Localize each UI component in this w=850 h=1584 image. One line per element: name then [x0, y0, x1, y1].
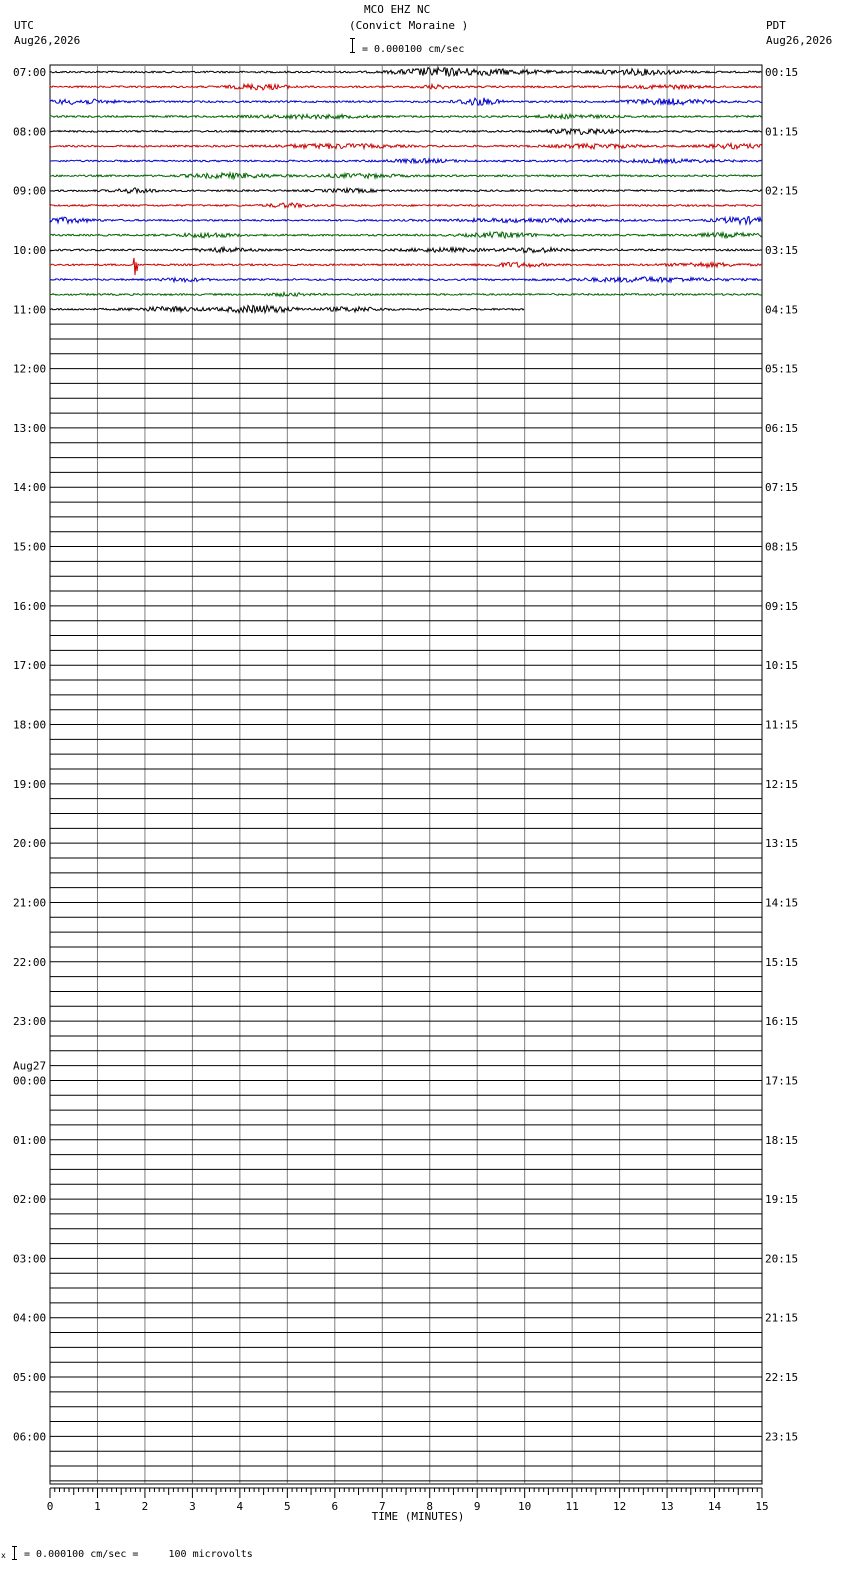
pdt-hour-label: 01:15	[765, 125, 799, 139]
left-date: Aug26,2026	[14, 34, 81, 47]
utc-hour-label: 00:00	[13, 1074, 47, 1088]
utc-hour-label: 21:00	[13, 896, 47, 910]
utc-hour-label: 01:00	[13, 1133, 47, 1147]
seismic-trace	[50, 84, 762, 90]
utc-hour-label: 05:00	[13, 1371, 47, 1385]
right-date: Aug26,2026	[766, 34, 833, 47]
utc-hour-label: 18:00	[13, 718, 47, 732]
x-tick-label: 0	[46, 1500, 54, 1513]
x-tick-label: 14	[707, 1500, 722, 1513]
x-tick-label: 6	[331, 1500, 339, 1513]
utc-hour-label: 19:00	[13, 777, 47, 791]
x-tick-label: 8	[426, 1500, 434, 1513]
utc-hour-label: 17:00	[13, 659, 47, 673]
seismic-trace	[50, 173, 762, 179]
utc-hour-label: 22:00	[13, 955, 47, 969]
utc-hour-label: 13:00	[13, 421, 47, 435]
seismic-trace	[50, 98, 762, 105]
pdt-hour-label: 14:15	[765, 896, 799, 910]
utc-hour-label: 08:00	[13, 125, 47, 139]
utc-hour-label: 15:00	[13, 540, 47, 554]
pdt-hour-label: 22:15	[765, 1371, 799, 1385]
pdt-hour-label: 04:15	[765, 303, 799, 317]
pdt-hour-label: 06:15	[765, 421, 799, 435]
utc-hour-label: 03:00	[13, 1252, 47, 1266]
utc-hour-label: 14:00	[13, 481, 47, 495]
pdt-hour-label: 12:15	[765, 777, 799, 791]
station-subtitle: (Convict Moraine )	[349, 19, 469, 32]
seismic-trace	[50, 114, 762, 118]
pdt-hour-label: 11:15	[765, 718, 799, 732]
x-tick-label: 13	[660, 1500, 674, 1513]
x-tick-label: 3	[189, 1500, 196, 1513]
utc-hour-label: 07:00	[13, 66, 47, 79]
seismic-trace	[50, 159, 762, 164]
pdt-hour-label: 03:15	[765, 243, 799, 257]
pdt-hour-label: 18:15	[765, 1133, 799, 1147]
x-tick-label: 15	[755, 1500, 769, 1513]
x-tick-label: 12	[612, 1500, 627, 1513]
seismic-trace	[50, 144, 762, 149]
right-timezone: PDT	[766, 19, 786, 32]
x-tick-label: 5	[284, 1500, 291, 1513]
pdt-hour-label: 23:15	[765, 1430, 799, 1444]
utc-hour-label: 16:00	[13, 599, 47, 613]
utc-hour-label: 09:00	[13, 184, 47, 198]
seismic-trace	[50, 258, 762, 275]
pdt-hour-label: 08:15	[765, 540, 799, 554]
seismic-trace	[50, 217, 762, 224]
pdt-hour-label: 20:15	[765, 1252, 799, 1266]
footer-prefix: x	[1, 1551, 6, 1560]
station-title: MCO EHZ NC	[364, 3, 431, 16]
x-axis-label: TIME (MINUTES)	[371, 1510, 465, 1523]
utc-hour-label: 02:00	[13, 1193, 47, 1207]
pdt-hour-label: 09:15	[765, 599, 799, 613]
date-change-label: Aug27	[13, 1059, 47, 1073]
utc-hour-label: 06:00	[13, 1430, 47, 1444]
seismic-trace	[50, 203, 762, 208]
x-tick-label: 9	[473, 1500, 481, 1513]
seismic-trace	[50, 277, 762, 282]
left-timezone: UTC	[14, 19, 34, 32]
pdt-hour-label: 16:15	[765, 1015, 799, 1029]
utc-hour-label: 11:00	[13, 303, 47, 317]
seismic-trace	[50, 247, 762, 252]
x-tick-label: 4	[236, 1500, 244, 1513]
pdt-hour-label: 00:15	[765, 66, 799, 79]
x-tick-label: 7	[378, 1500, 386, 1513]
seismic-trace	[50, 129, 762, 135]
seismic-trace	[50, 292, 762, 296]
utc-hour-label: 04:00	[13, 1311, 47, 1325]
utc-hour-label: 12:00	[13, 362, 47, 376]
pdt-hour-label: 21:15	[765, 1311, 799, 1325]
pdt-hour-label: 05:15	[765, 362, 799, 376]
seismic-trace	[50, 67, 762, 76]
pdt-hour-label: 13:15	[765, 837, 799, 851]
seismic-trace	[50, 232, 762, 238]
x-tick-label: 1	[94, 1500, 101, 1513]
plot-frame	[50, 65, 762, 1484]
x-tick-label: 10	[518, 1500, 532, 1513]
pdt-hour-label: 10:15	[765, 659, 799, 673]
pdt-hour-label: 07:15	[765, 481, 799, 495]
x-tick-label: 11	[565, 1500, 579, 1513]
pdt-hour-label: 19:15	[765, 1193, 799, 1207]
pdt-hour-label: 15:15	[765, 955, 799, 969]
x-tick-label: 2	[141, 1500, 149, 1513]
utc-hour-label: 20:00	[13, 837, 47, 851]
utc-hour-label: 23:00	[13, 1015, 47, 1029]
footer-scale-text: = 0.000100 cm/sec = 100 microvolts	[24, 1549, 253, 1560]
scale-text: = 0.000100 cm/sec	[362, 44, 465, 55]
footer-scale-bar-icon	[14, 1546, 15, 1560]
pdt-hour-label: 17:15	[765, 1074, 799, 1088]
seismic-trace	[50, 188, 762, 193]
pdt-hour-label: 02:15	[765, 184, 799, 198]
utc-hour-label: 10:00	[13, 243, 47, 257]
